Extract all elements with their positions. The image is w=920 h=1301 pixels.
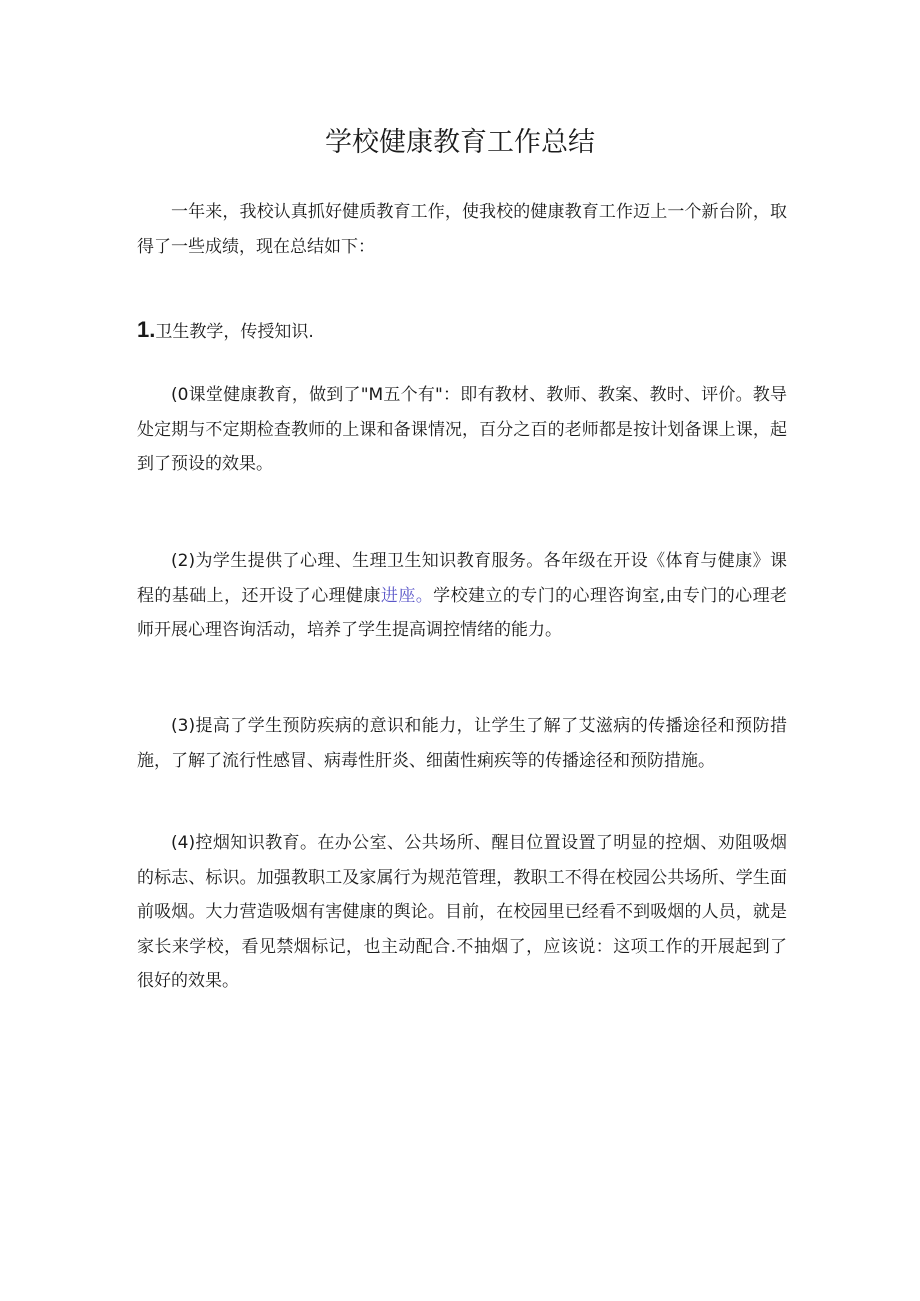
section-heading-1 xyxy=(137,313,787,349)
paragraph-2-text-a: (2)为学生提供了心理、生理卫生知识教育服务。各年级在开设《体育与健康》课程的基础上，还开设了心理健康 xyxy=(137,551,787,606)
paragraph-2 xyxy=(137,544,787,648)
paragraph-1: (0课堂健康教育，做到了"M五个有"：即有教材、教师、教案、教时、评价。教导处定期与不定期检查教师的上课和备课情况，百分之百的老师都是按计划备课上课，起到了预设的效果。 xyxy=(137,385,787,474)
paragraph-2-link[interactable]: 进座。 xyxy=(380,585,434,606)
intro-paragraph: 一年来，我校认真抓好健质教育工作，使我校的健康教育工作迈上一个新台阶，取得了一些成绩，现在总结如下： xyxy=(137,202,787,257)
paragraph-4: (4)控烟知识教育。在办公室、公共场所、醒目位置设置了明显的控烟、劝阻吸烟的标志、标识。加强教职工及家属行为规范管理，教职工不得在校园公共场所、学生面前吸烟。大力营造吸烟有害健康的舆论。目前，在校园里已经看不到吸烟的人员，就是家长来学校，看见禁烟标记，也主动配合.不抽烟了，应该说：这项工作的开展起到了很好的效果。 xyxy=(137,833,787,991)
paragraph-2-text-b: 学校建立的专门的心理咨询室,由专门的心理老师开展心理咨询活动，培养了学生提高调控情绪的能力。 xyxy=(137,585,788,640)
paragraph-3: (3)提高了学生预防疾病的意识和能力，让学生了解了艾滋病的传播途径和预防措施，了解了流行性感冒、病毒性肝炎、细菌性痢疾等的传播途径和预防措施。 xyxy=(137,716,787,771)
document-title: 学校健康教育工作总结 xyxy=(325,127,595,158)
section-number: 1. xyxy=(137,317,156,342)
section-heading-text: 卫生教学，传授知识. xyxy=(155,322,314,342)
